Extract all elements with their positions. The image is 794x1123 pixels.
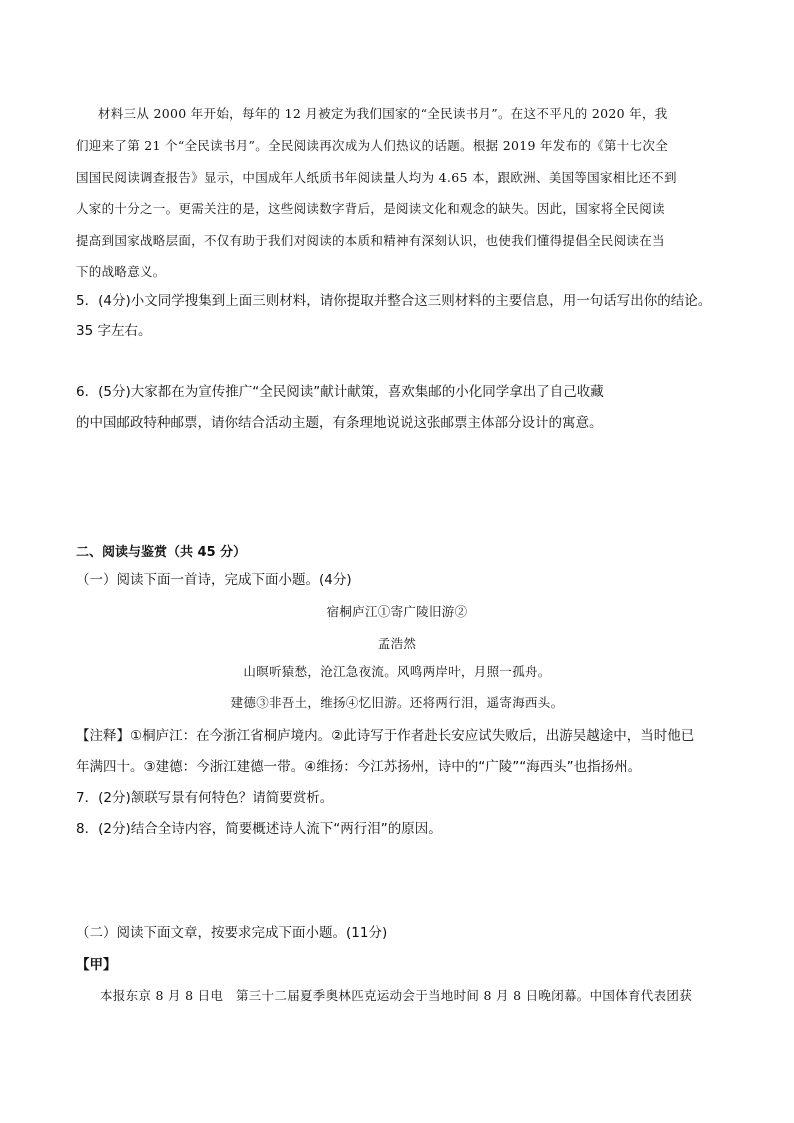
passage-jia-first-line: 本报东京 8 月 8 日电 第三十二届夏季奥林匹克运动会于当地时间 8 月 8 日晚闭幕。中国体育代表团获 — [100, 988, 692, 1003]
part-2-instruction: （二）阅读下面文章，按要求完成下面小题。(11分) — [76, 925, 388, 941]
material3-line-5: 提高到国家战略层面，不仅有助于我们对阅读的本质和精神有深刻认识，也使我们懂得提倡全民阅读在当 — [76, 233, 665, 248]
poem-author: 孟浩然 — [377, 636, 417, 651]
notes-line-1: 【注释】①桐庐江：在今浙江省桐庐境内。②此诗写于作者赴长安应试失败后，出游吴越途中，当时他已 — [76, 728, 695, 744]
section-2-part-1-instruction: （一）阅读下面一首诗，完成下面小题。(4分) — [76, 572, 352, 588]
notes-line-2: 年满四十。③建德：今浙江建德一带。④维扬：今江苏扬州，诗中的“广陵”“海西头”也指扬州。 — [76, 759, 642, 775]
material3-line-1: 材料三从 2000 年开始，每年的 12 月被定为我们国家的“全民读书月”。在这不平凡的 2020 年，我 — [98, 106, 668, 121]
material3-line-3: 国国民阅读调查报告》显示，中国成年人纸质书年阅读量人均为 4.65 本，跟欧洲、美国等国家相比还不到 — [76, 170, 677, 185]
question-5-line-1: 5．(4分)小文同学搜集到上面三则材料，请你提取并整合这三则材料的主要信息，用一句话写出你的结论。 — [76, 293, 712, 309]
poem-line-1: 山暝听猿愁，沧江急夜流。风鸣两岸叶，月照一孤舟。 — [243, 664, 551, 679]
poem-line-2: 建德③非吾土，维扬④忆旧游。还将两行泪，遥寄海西头。 — [230, 695, 564, 710]
section-2-heading: 二、阅读与鉴赏（共 45 分） — [76, 545, 247, 560]
question-6-line-2: 的中国邮政特种邮票，请你结合活动主题，有条理地说说这张邮票主体部分设计的寓意。 — [76, 415, 603, 431]
passage-label-jia: 【甲】 — [76, 957, 117, 973]
question-6-line-1: 6．(5分)大家都在为宣传推广“全民阅读”献计献策，喜欢集邮的小化同学拿出了自己收藏 — [76, 384, 604, 400]
question-7: 7．(2分)颔联写景有何特色？请简要赏析。 — [76, 790, 334, 806]
question-5-line-2: 35 字左右。 — [76, 323, 152, 339]
material3-line-2: 们迎来了第 21 个“全民读书月”。全民阅读再次成为人们热议的话题。根据 2019 年发布的《第十七次全 — [76, 138, 668, 153]
material3-line-4: 人家的十分之一。更需关注的是，这些阅读数字背后，是阅读文化和观念的缺失。因此，国家将全民阅读 — [76, 201, 665, 216]
question-8: 8．(2分)结合全诗内容，简要概述诗人流下“两行泪”的原因。 — [76, 821, 442, 837]
poem-title: 宿桐庐江①寄广陵旧游② — [326, 604, 468, 619]
material3-line-6: 下的战略意义。 — [76, 264, 166, 279]
